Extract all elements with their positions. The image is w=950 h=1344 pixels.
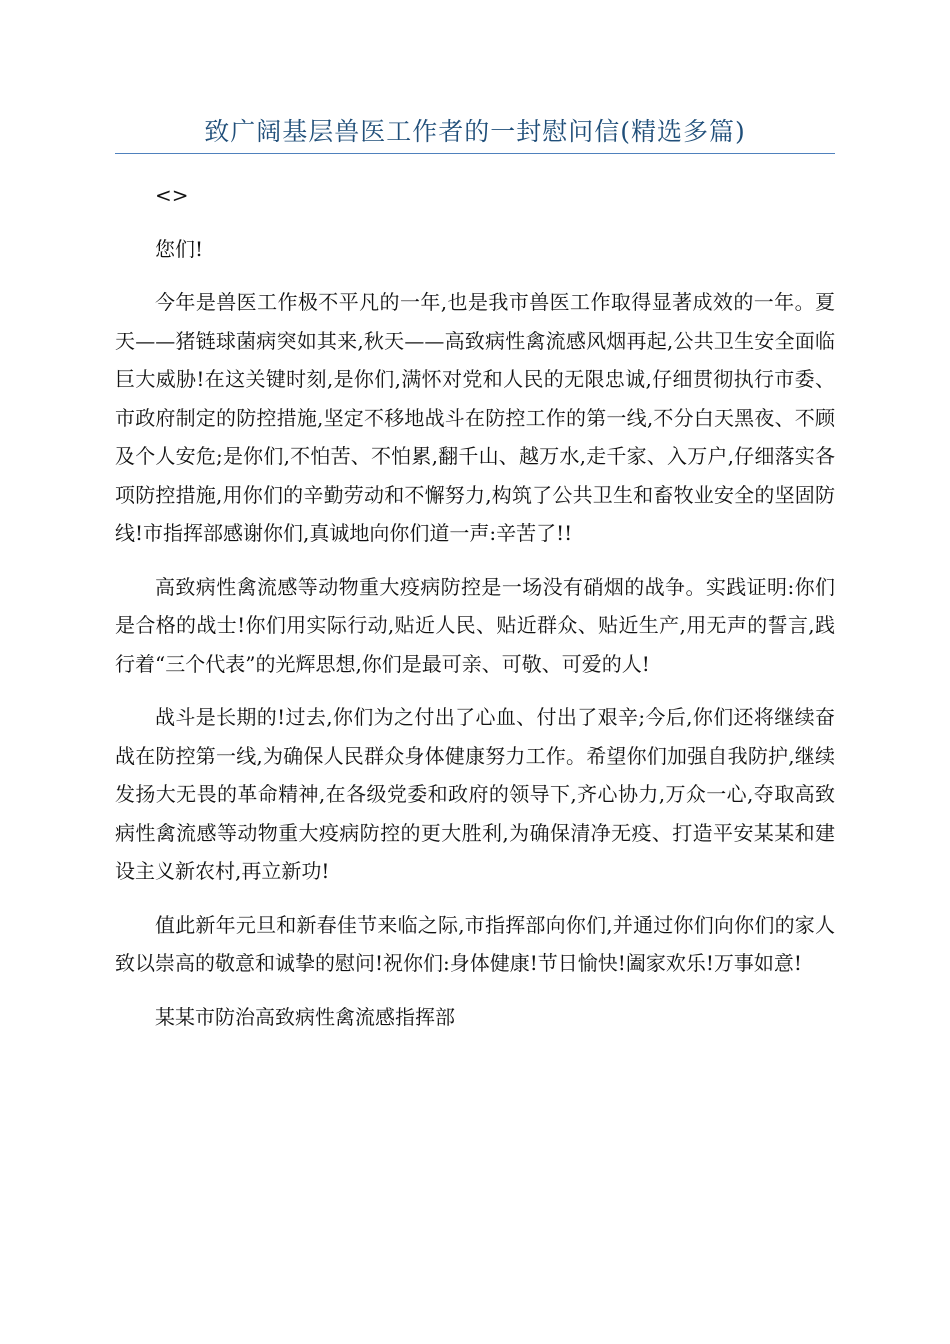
document-title: 致广阔基层兽医工作者的一封慰问信(精选多篇) <box>204 117 746 146</box>
salutation: 您们! <box>155 236 204 261</box>
body-paragraph: 今年是兽医工作极不平凡的一年,也是我市兽医工作取得显著成效的一年。夏天——猪链球菌病突如其来,秋天——高致病性禽流感风烟再起,公共卫生安全面临巨大威胁!在这关键时刻,是你们,满怀对党和人民的无限忠诚,仔细贯彻执行市委、市政府制定的防控措施,坚定不移地战斗在防控工作的第一线,不分白天黑夜、不顾及个人安危;是你们,不怕苦、不怕累,翻千山、越万水,走千家、入万户,仔细落实各项防控措施,用你们的辛勤劳动和不懈努力,构筑了公共卫生和畜牧业安全的坚固防线!市指挥部感谢你们,真诚地向你们道一声:辛苦了!! <box>115 290 835 545</box>
body-paragraph: 战斗是长期的!过去,你们为之付出了心血、付出了艰辛;今后,你们还将继续奋战在防控第一线,为确保人民群众身体健康努力工作。希望你们加强自我防护,继续发扬大无畏的革命精神,在各级党委和政府的领导下,齐心协力,万众一心,夺取高致病性禽流感等动物重大疫病防控的更大胜利,为确保清净无疫、打造平安某某和建设主义新农村,再立新功! <box>115 705 835 883</box>
title-underline <box>115 153 835 154</box>
placeholder-brackets: <> <box>155 183 189 207</box>
body-paragraph: 高致病性禽流感等动物重大疫病防控是一场没有硝烟的战争。实践证明:你们是合格的战士!你们用实际行动,贴近人民、贴近群众、贴近生产,用无声的誓言,践行着“三个代表”的光辉思想,你们是最可亲、可敬、可爱的人! <box>115 574 835 676</box>
body-paragraph: 值此新年元旦和新春佳节来临之际,市指挥部向你们,并通过你们向你们的家人致以崇高的敬意和诚挚的慰问!祝你们:身体健康!节日愉快!阖家欢乐!万事如意! <box>115 912 835 975</box>
document-body <box>115 176 835 1051</box>
signature: 某某市防治高致病性禽流感指挥部 <box>155 1004 455 1029</box>
